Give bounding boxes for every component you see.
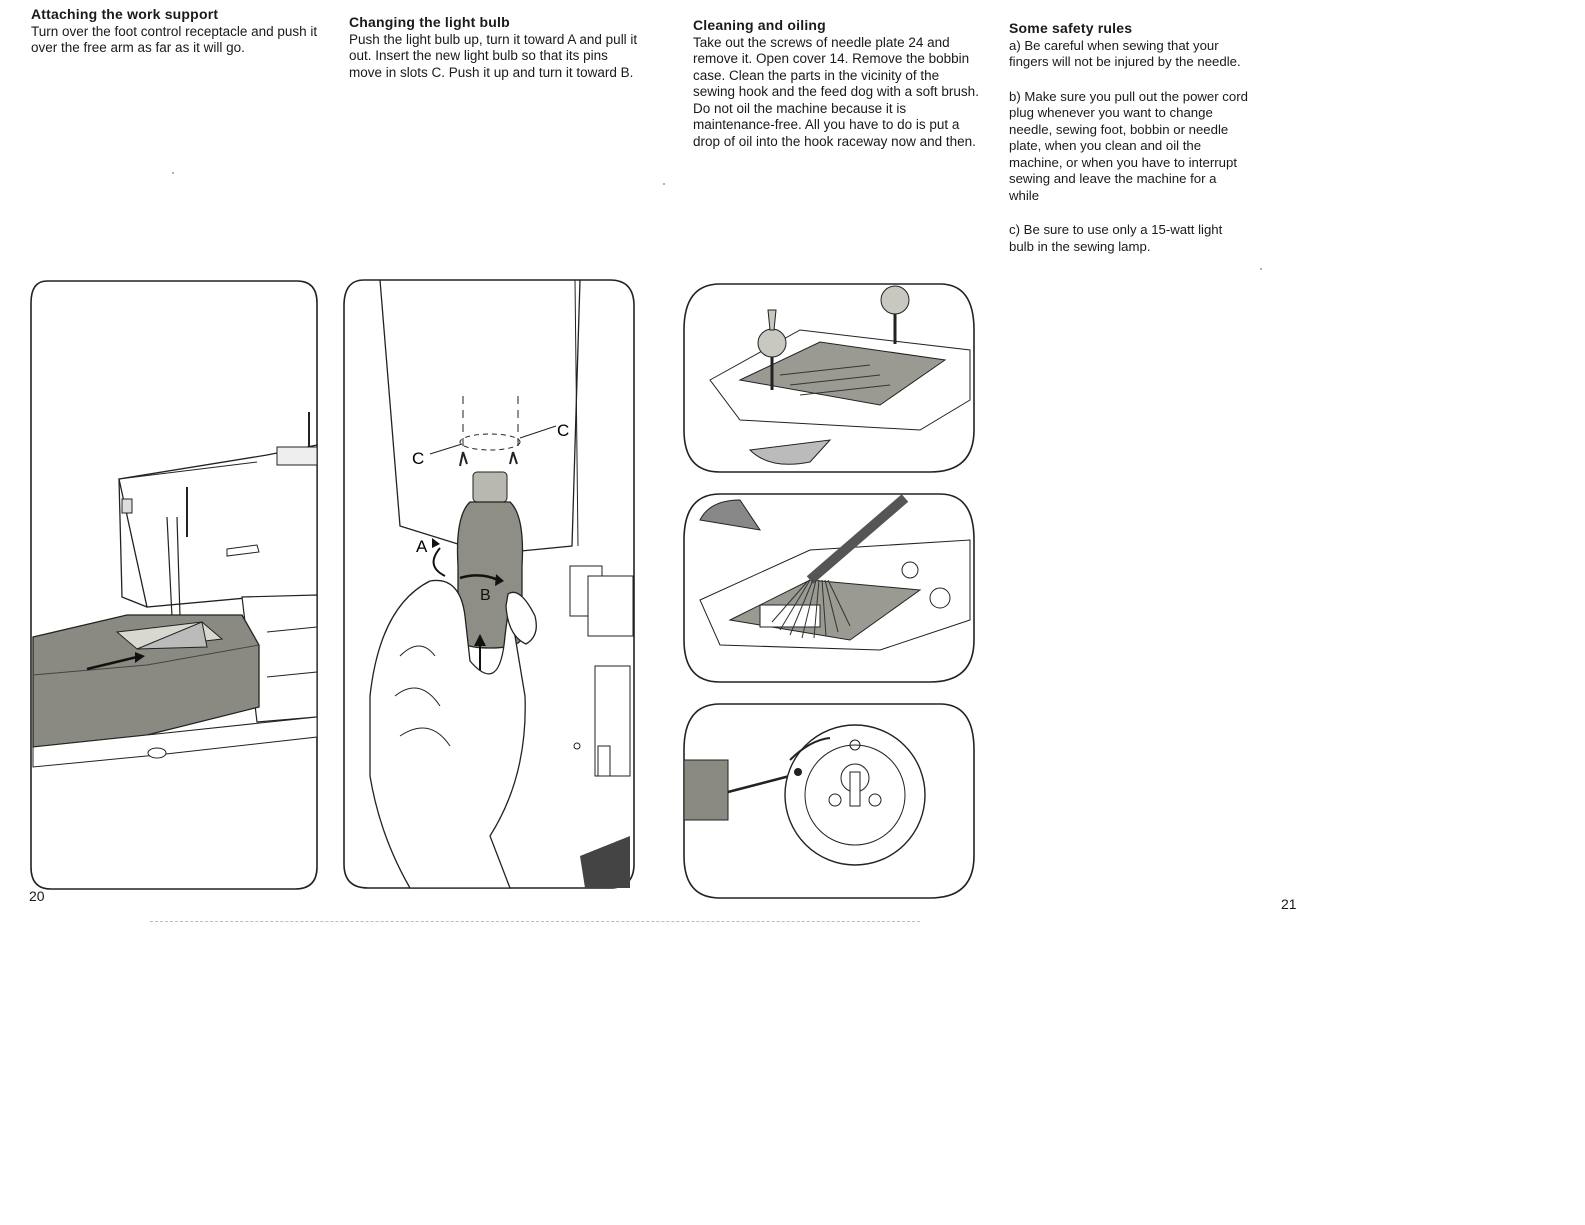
label-c-left: C — [412, 449, 425, 468]
label-a: A — [416, 537, 428, 556]
attach-body: Turn over the foot control receptacle and push it over the free arm as far as it will go. — [31, 23, 318, 55]
scan-speck — [172, 172, 174, 174]
bulb-heading: Changing the light bulb — [349, 14, 510, 30]
safety-section — [1009, 20, 1249, 255]
cleaning-section — [693, 17, 983, 150]
bulb-body: Push the light bulb up, turn it toward A and pull it out. Insert the new light bulb so that its pins move in slots C. Push it up and turn it toward B. — [349, 31, 638, 80]
brush-cleaning-illustration — [680, 490, 980, 686]
cleaning-body: Take out the screws of needle plate 24 and remove it. Open cover 14. Remove the bobbin case. Clean the parts in the vicinity of the sewing hook and the feed dog with a soft brush. — [693, 34, 979, 99]
safety-rule-b: b) Make sure you pull out the power cord plug whenever you want to change needle, sewing foot, bobbin or needle plate, when you clean and oil the machine, or when you have to interrupt sewing and leave the machine for a while — [1009, 88, 1248, 203]
light-bulb-illustration — [340, 276, 640, 902]
cleaning-heading: Cleaning and oiling — [693, 17, 826, 33]
work-support-illustration — [27, 277, 323, 899]
scan-speck — [663, 183, 665, 185]
attach-heading: Attaching the work support — [31, 6, 219, 22]
label-b: B — [480, 587, 491, 604]
safety-rule-a: a) Be careful when sewing that your fingers will not be injured by the needle. — [1009, 37, 1241, 69]
safety-heading: Some safety rules — [1009, 20, 1133, 36]
label-c-right: C — [557, 421, 570, 440]
attach-section — [31, 8, 321, 57]
page-number-right: 21 — [1281, 896, 1297, 912]
oil-hook-raceway-illustration — [680, 700, 980, 902]
scan-speck — [1260, 268, 1262, 270]
safety-rule-c: c) Be sure to use only a 15-watt light bulb in the sewing lamp. — [1009, 222, 1223, 254]
page-fold-line — [150, 921, 920, 922]
needle-plate-screws-illustration — [680, 280, 980, 476]
bulb-section — [349, 14, 639, 81]
cleaning-body-oil: Do not oil the machine because it is maintenance-free. All you have to do is put a drop of oil into the hook raceway now and then. — [693, 100, 976, 149]
page-number-left: 20 — [29, 888, 45, 904]
